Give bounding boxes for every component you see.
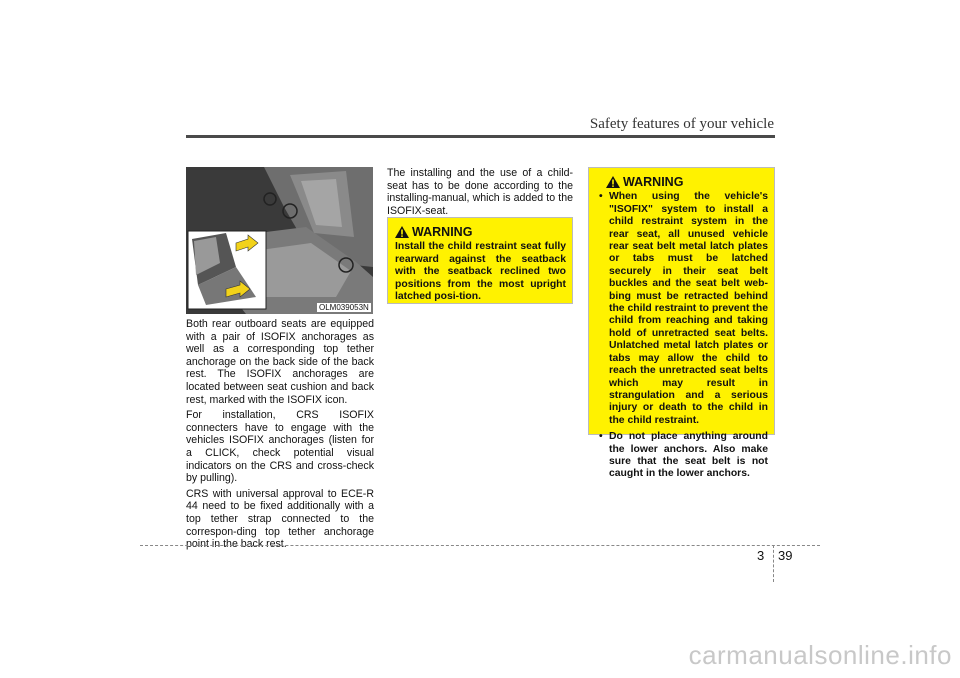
- paragraph: For installation, CRS ISOFIX connecters have to engage with the vehicles ISOFIX anchorages (listen for a CLICK, check potential visual indicators on the CRS and cross-check by pulling).: [186, 409, 374, 485]
- warning-text: Install the child restraint seat fully rearward against the seatback with the seatback reclined two positions from the most upright latched posi-tion.: [395, 241, 566, 303]
- warning-heading: [395, 226, 566, 238]
- warning-title: WARNING: [623, 175, 684, 189]
- figure-code: OLM039053N: [319, 303, 369, 312]
- watermark: carmanualsonline.info: [688, 640, 952, 670]
- warning-triangle-icon: [395, 226, 409, 238]
- footer-rule: [140, 545, 820, 546]
- isofix-seat-illustration: [186, 167, 373, 314]
- paragraph: CRS with universal approval to ECE-R 44 need to be fixed additionally with a top tether strap connected to the correspon-ding top tether anchorage point in the back rest.: [186, 487, 374, 551]
- paragraph: Both rear outboard seats are equipped with a pair of ISOFIX anchorages as well as a corresponding top tether anchorage on the back side of the back rest. The ISOFIX anchorages are located between seat cushion and back rest, marked with the ISOFIX icon.: [186, 318, 374, 406]
- header-rule: [186, 135, 775, 138]
- warning-box-seat-position: [387, 217, 573, 304]
- warning-triangle-icon: [606, 176, 620, 188]
- warning-heading: [606, 176, 768, 188]
- page-number-divider: [773, 545, 774, 582]
- paragraph: The installing and the use of a child-seat has to be done according to the installing-manual, which is added to the ISOFIX-seat.: [387, 167, 573, 217]
- header-title: Safety features of your vehicle: [589, 116, 774, 132]
- warning-list-item: • When using the vehicle's "ISOFIX" system to install a child restraint system in the rear seat, all unused vehicle rear seat belt metal latch plates or tabs must be latched securely in their seat belt buckles and the seat belt web-bing must be retracted behind the child restraint to prevent the child from reaching and taking hold of unretracted seat belts. Unlatched metal latch plates or tabs may allow the child to reach the unretracted seat belts which may result in strangulation and a serious injury or death to the child in the child restraint.: [598, 191, 768, 427]
- body-column-middle: [387, 167, 573, 220]
- warning-list-item: • Do not place anything around the lower anchors. Also make sure that the seat belt is not caught in the lower anchors.: [598, 431, 768, 481]
- body-column-left: [186, 318, 374, 554]
- chapter-number: 3: [757, 548, 765, 563]
- page-number: 39: [778, 548, 793, 563]
- warning-list: [598, 191, 768, 480]
- warning-title: WARNING: [412, 225, 473, 239]
- warning-box-isofix: [588, 167, 775, 480]
